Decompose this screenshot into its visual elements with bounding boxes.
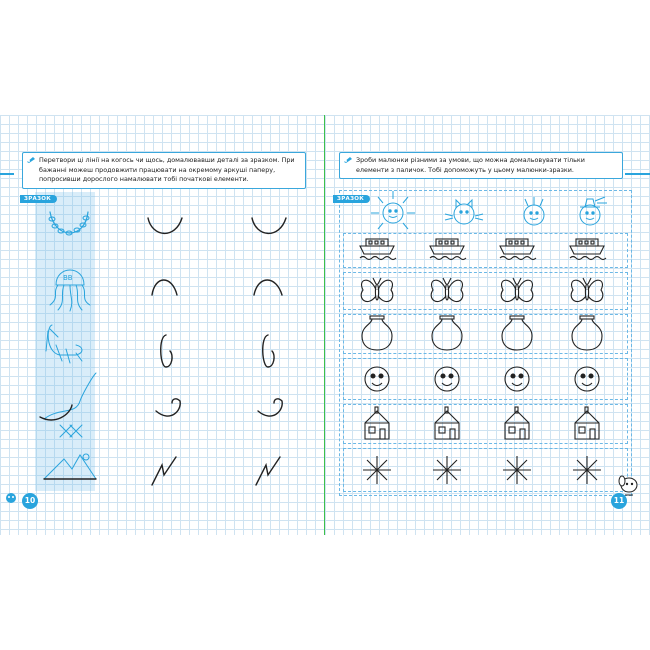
right-instruction-text: Зроби малюнки різними за умови, що можна домальовувати тільки елементи з паличок. Тобі допоможуть у цьому малюнки-зразки. — [356, 156, 585, 174]
bird-sample — [44, 373, 96, 437]
smiley-drawing — [435, 367, 459, 391]
arch-curve — [152, 280, 177, 295]
boat-drawing — [360, 239, 396, 260]
asterisk-drawing — [433, 456, 461, 484]
necklace-sample — [49, 212, 89, 235]
arch-curve — [254, 280, 282, 295]
asterisk-drawing — [573, 456, 601, 484]
bird-curve — [258, 399, 282, 416]
smiley-drawing — [575, 367, 599, 391]
house-drawing — [575, 407, 599, 439]
bird-body — [40, 405, 72, 420]
zigzag-line — [256, 457, 280, 485]
jellyfish-sample — [50, 270, 90, 311]
vase-drawing — [502, 316, 532, 350]
asterisk-drawing — [363, 456, 391, 484]
butterfly-drawing — [571, 278, 603, 302]
house-drawing — [365, 407, 389, 439]
left-drawings — [0, 115, 325, 535]
sample-tag: ЗРАЗОК — [20, 195, 57, 203]
hook-curve — [263, 335, 274, 367]
watering-can-sample — [46, 325, 82, 363]
cat-face-sample — [445, 200, 483, 224]
right-drawings — [325, 115, 650, 535]
u-curve — [148, 218, 182, 233]
vase-drawing — [432, 316, 462, 350]
asterisk-drawing — [503, 456, 531, 484]
page-number-left: 10 — [22, 493, 38, 509]
vase-drawing — [572, 316, 602, 350]
left-instruction-text: Перетвори ці лінії на когось чи щось, домалювавши деталі за зразком. При бажанні можеш продовжити працювати на окремому аркуші паперу, попросивши дорослого намалювати тобі початкові елементи. — [39, 156, 295, 184]
vase-drawing — [362, 316, 392, 350]
smiley-drawing — [365, 367, 389, 391]
zigzag-line — [152, 457, 176, 485]
page-number-right: 11 — [611, 493, 627, 509]
svg-text:ВВ: ВВ — [63, 274, 73, 282]
hook-curve — [161, 335, 172, 367]
left-page — [0, 115, 325, 535]
boat-drawing — [500, 239, 536, 260]
house-drawing — [505, 407, 529, 439]
boat-drawing — [430, 239, 466, 260]
boy-face-sample — [524, 197, 544, 225]
mascot-icon — [4, 491, 18, 505]
book-spread — [0, 115, 650, 535]
right-page — [325, 115, 650, 535]
sample-tag: ЗРАЗОК — [333, 195, 370, 203]
butterfly-drawing — [361, 278, 393, 302]
bird-curve — [156, 399, 180, 416]
butterfly-drawing — [431, 278, 463, 302]
girl-face-sample — [580, 197, 607, 225]
sun-face-sample — [371, 191, 415, 229]
mountains-sample — [44, 454, 96, 479]
butterfly-drawing — [501, 278, 533, 302]
boat-drawing — [570, 239, 606, 260]
house-drawing — [435, 407, 459, 439]
smiley-drawing — [505, 367, 529, 391]
u-curve — [252, 218, 286, 233]
